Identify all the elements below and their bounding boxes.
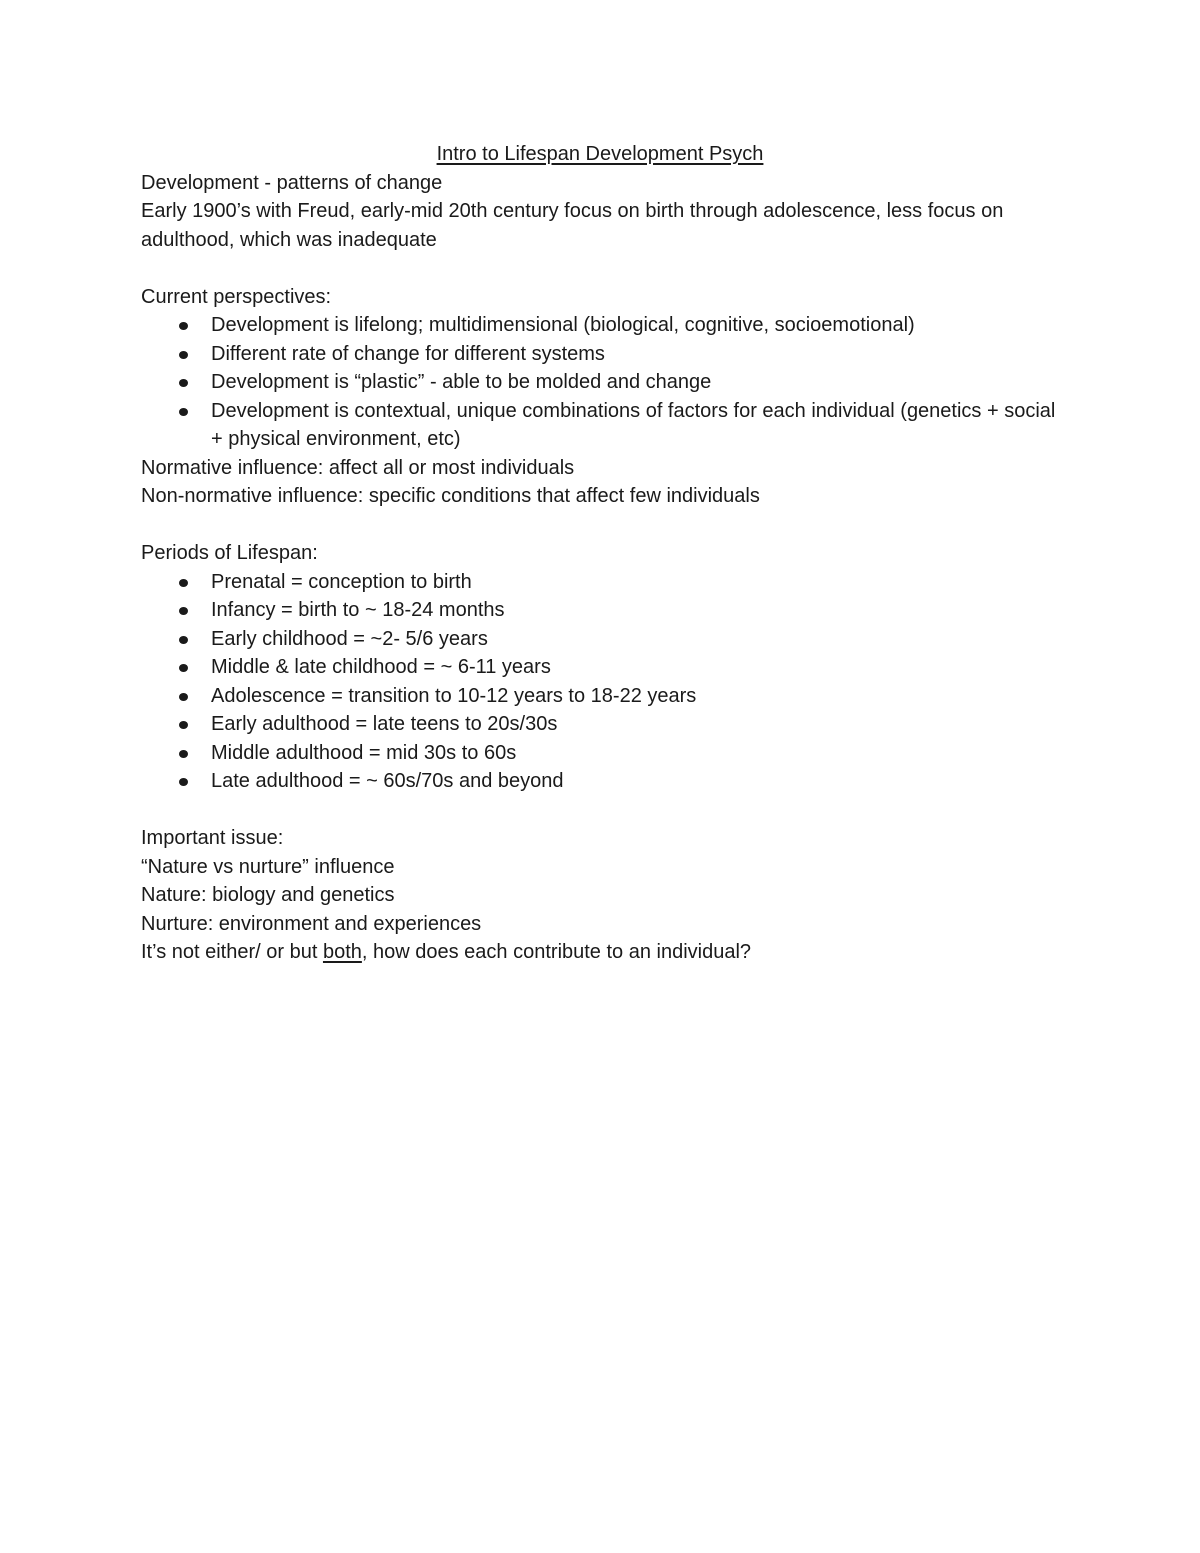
list-item bbox=[141, 568, 1061, 597]
bullet-icon bbox=[179, 664, 188, 672]
bullet-icon bbox=[179, 693, 188, 701]
list-item bbox=[141, 625, 1061, 654]
blank-line bbox=[141, 796, 1061, 825]
document-body bbox=[141, 140, 1061, 967]
list-item-text: Prenatal = conception to birth bbox=[211, 570, 472, 593]
list-item-text: Middle adulthood = mid 30s to 60s bbox=[211, 741, 517, 764]
list-item-text: Infancy = birth to ~ 18-24 months bbox=[211, 599, 505, 621]
periods-heading: Periods of Lifespan: bbox=[141, 542, 318, 564]
bullet-icon bbox=[179, 322, 188, 330]
list-item-text: Development is contextual, unique combinations of factors for each individual (genetics + social + physical environment, etc) bbox=[211, 399, 1056, 450]
list-item-text: Different rate of change for different systems bbox=[211, 342, 605, 365]
list-item bbox=[141, 767, 1061, 796]
list-item bbox=[141, 710, 1061, 739]
nature-vs-nurture-line: “Nature vs nurture” influence bbox=[141, 855, 395, 878]
blank-line bbox=[141, 511, 1061, 540]
bullet-icon bbox=[179, 579, 188, 587]
bullet-icon bbox=[179, 408, 188, 416]
list-item bbox=[141, 340, 1061, 369]
emphasis-both: both bbox=[322, 941, 362, 963]
list-item bbox=[141, 596, 1061, 625]
blank-line bbox=[141, 254, 1061, 283]
list-item-text: Early adulthood = late teens to 20s/30s bbox=[211, 713, 558, 735]
list-item bbox=[141, 739, 1061, 768]
nature-definition: Nature: biology and genetics bbox=[141, 884, 395, 906]
non-normative-influence: Non-normative influence: specific conditions that affect few individuals bbox=[141, 485, 760, 507]
nurture-definition: Nurture: environment and experiences bbox=[141, 912, 482, 935]
important-issue-heading: Important issue: bbox=[141, 827, 284, 849]
list-item-text: Development is “plastic” - able to be molded and change bbox=[211, 371, 712, 393]
list-item-text: Development is lifelong; multidimensional (biological, cognitive, socioemotional) bbox=[211, 314, 915, 336]
conclusion-text-end: , how does each contribute to an individual? bbox=[361, 941, 752, 963]
list-item bbox=[141, 311, 1061, 340]
list-item bbox=[141, 397, 1061, 454]
list-item-text: Late adulthood = ~ 60s/70s and beyond bbox=[211, 770, 564, 792]
conclusion-text-start: It’s not either/ or but bbox=[141, 941, 323, 963]
list-item bbox=[141, 682, 1061, 711]
current-perspectives-list bbox=[141, 311, 1061, 454]
normative-influence: Normative influence: affect all or most individuals bbox=[141, 456, 575, 479]
list-item-text: Middle & late childhood = ~ 6-11 years bbox=[211, 656, 551, 678]
list-item-text: Adolescence = transition to 10-12 years to 18-22 years bbox=[211, 684, 697, 707]
list-item bbox=[141, 368, 1061, 397]
bullet-icon bbox=[179, 721, 188, 729]
bullet-icon bbox=[179, 750, 188, 758]
bullet-icon bbox=[179, 607, 188, 615]
conclusion-line bbox=[141, 938, 1061, 967]
bullet-icon bbox=[179, 636, 188, 644]
periods-list bbox=[141, 568, 1061, 796]
list-item bbox=[141, 653, 1061, 682]
intro-definition: Development - patterns of change bbox=[141, 171, 443, 194]
intro-history: Early 1900’s with Freud, early-mid 20th century focus on birth through adolescence, less focus on adulthood, which was inadequate bbox=[141, 200, 1004, 251]
bullet-icon bbox=[179, 351, 188, 359]
list-item-text: Early childhood = ~2- 5/6 years bbox=[211, 627, 488, 650]
bullet-icon bbox=[179, 778, 188, 786]
current-perspectives-heading: Current perspectives: bbox=[141, 285, 332, 308]
document-title: Intro to Lifespan Development Psych bbox=[436, 143, 764, 165]
bullet-icon bbox=[179, 379, 188, 387]
